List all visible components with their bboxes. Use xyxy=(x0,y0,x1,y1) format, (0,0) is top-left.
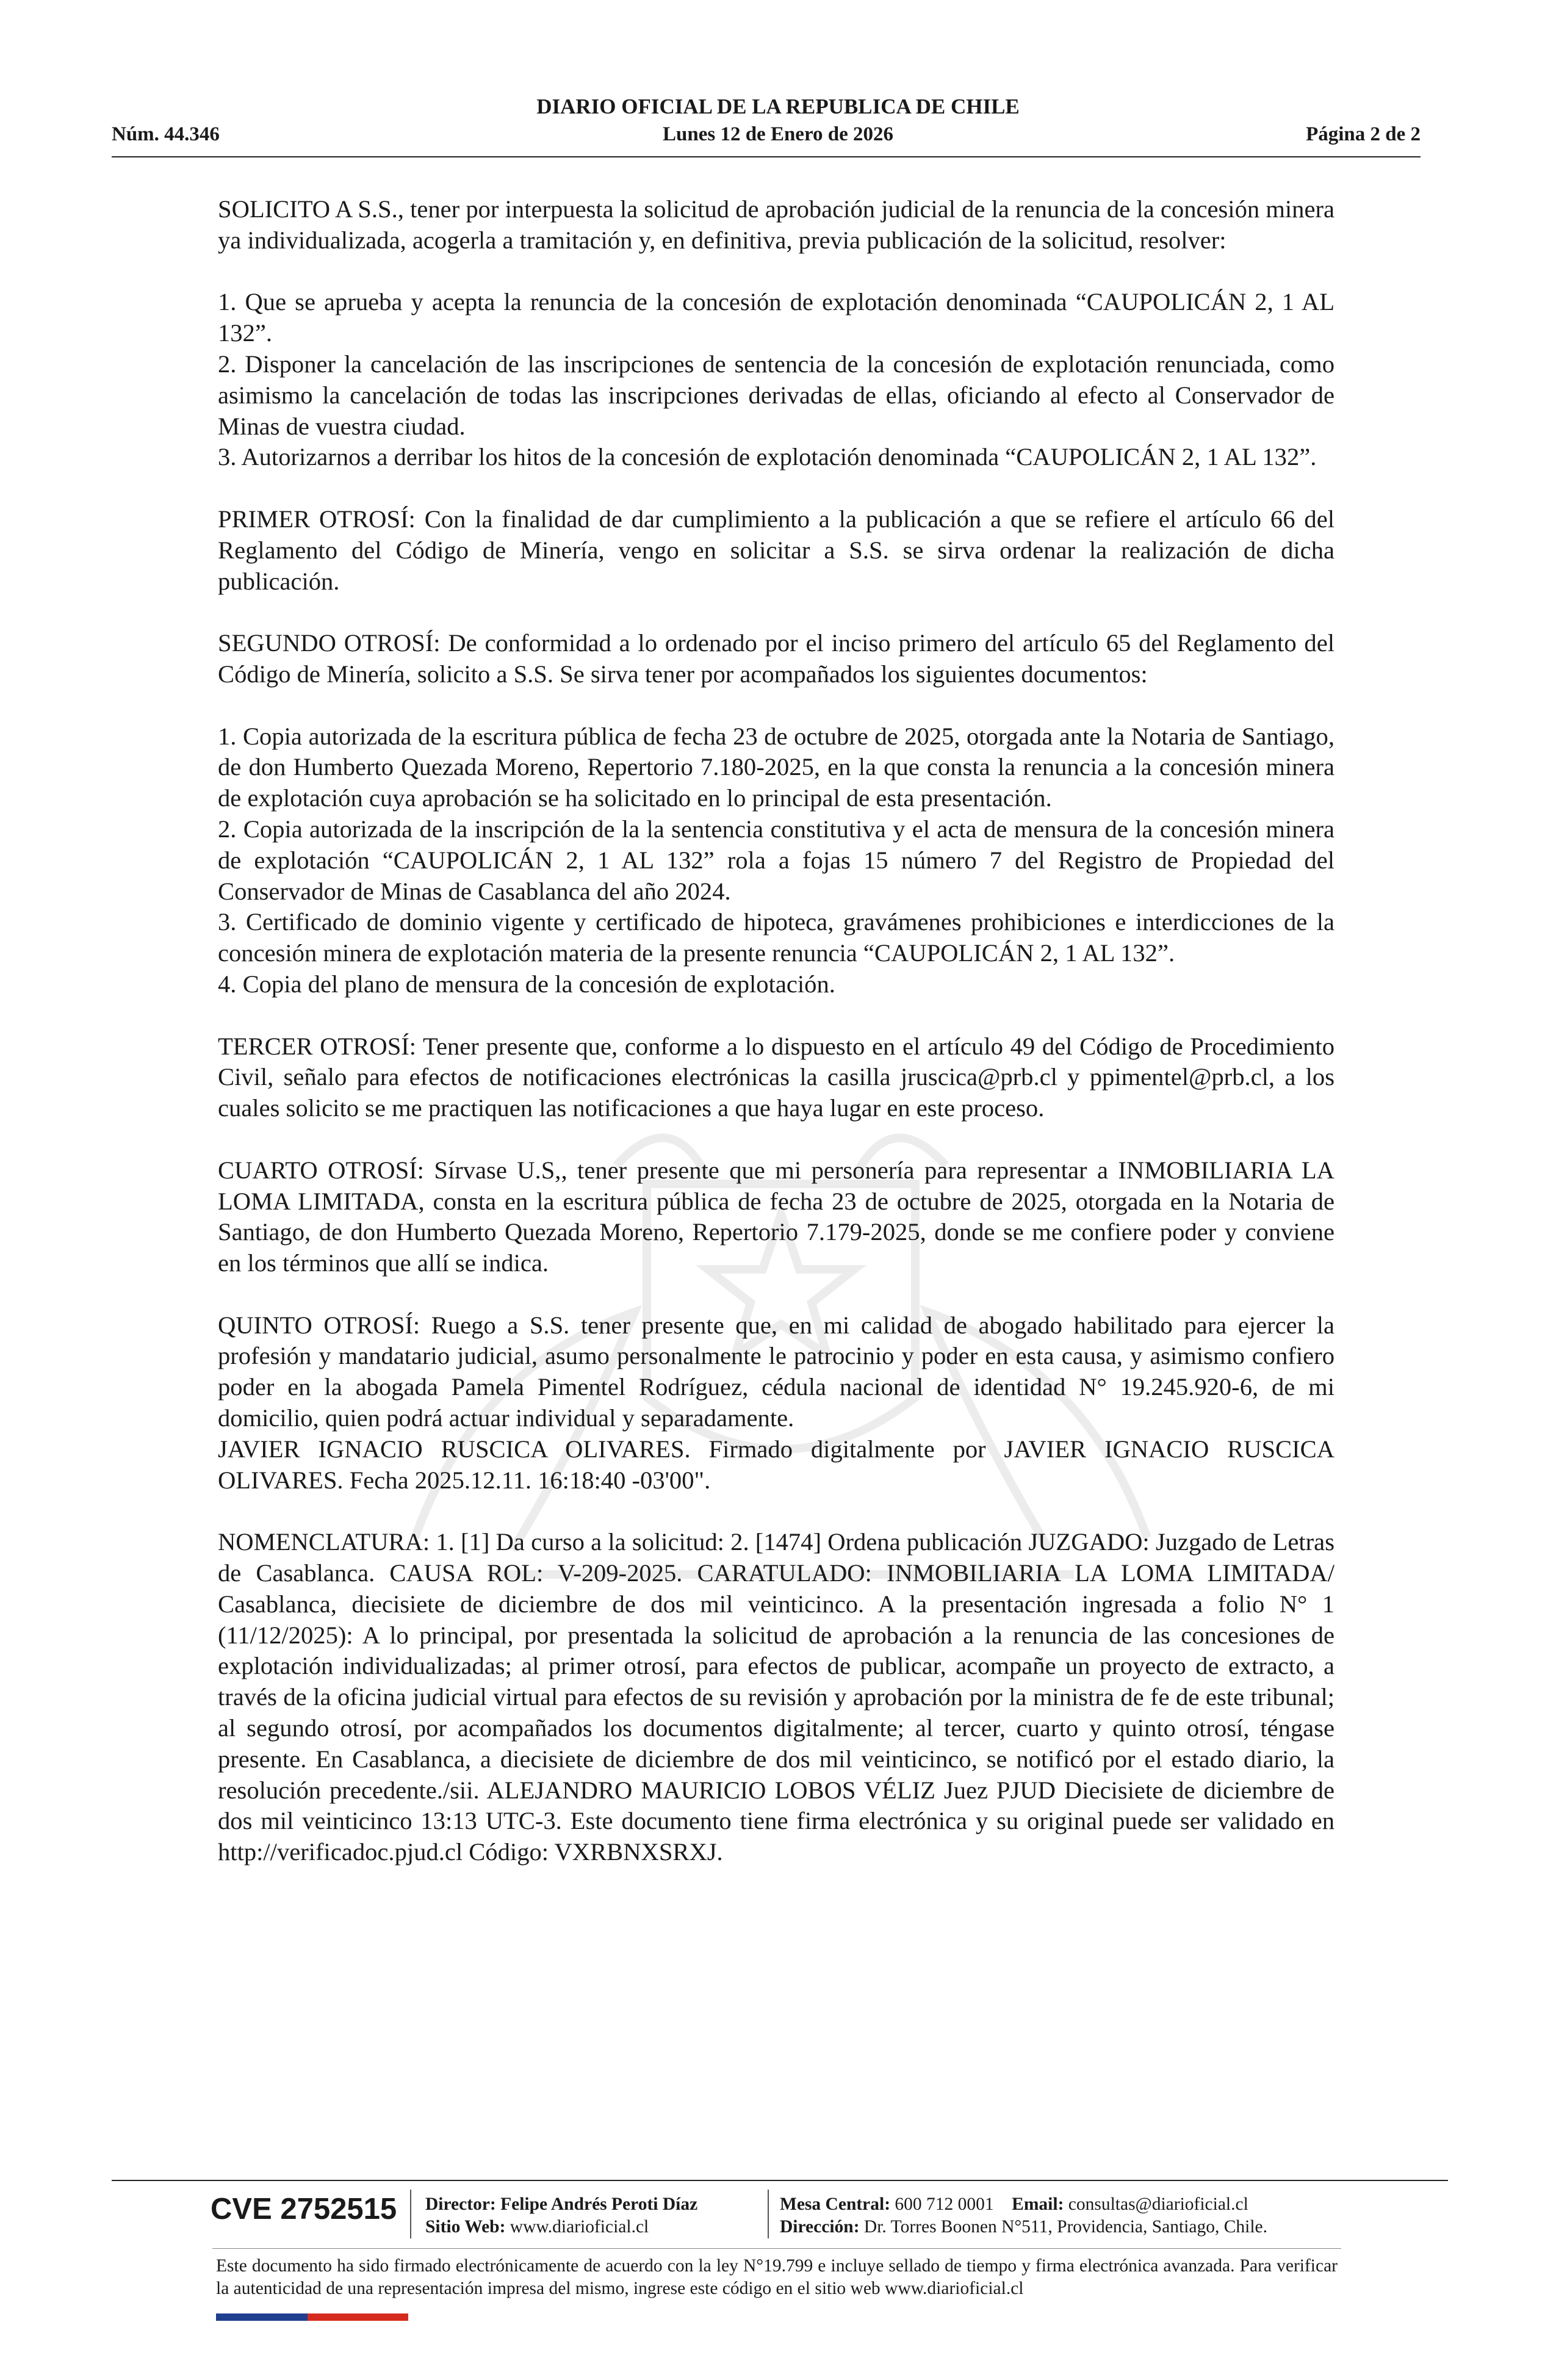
list-item: 3. Certificado de dominio vigente y certificado de hipoteca, gravámenes prohibiciones e interdicciones de la concesión minera de explotación materia de la presente renuncia “CAUPOLICÁN 2, 1 AL 132”. xyxy=(218,908,1334,967)
paragraph-solicito: SOLICITO A S.S., tener por interpuesta la solicitud de aprobación judicial de la renuncia de la concesión minera ya individualizada, acogerla a tramitación y, en definitiva, previa publicación de la solicitud, resolver: xyxy=(218,195,1334,254)
phone-label: Mesa Central: xyxy=(780,2194,891,2214)
flag-blue-segment xyxy=(216,2313,308,2321)
footer-contact-block xyxy=(780,2193,1267,2238)
list-item: 4. Copia del plano de mensura de la concesión de explotación. xyxy=(218,970,835,998)
page-indicator: Página 2 de 2 xyxy=(1306,123,1421,145)
footer-legal-note: Este documento ha sido firmado electrónicamente de acuerdo con la ley N°19.799 e incluye sellado de tiempo y firma electrónica avanzada. Para verificar la autenticidad de una representación impresa del mismo, ingrese este código en el sitio web www.diarioficial.cl xyxy=(216,2256,1338,2298)
issue-number: Núm. 44.346 xyxy=(112,123,220,145)
paragraph-segundo-otrosi: SEGUNDO OTROSÍ: De conformidad a lo ordenado por el inciso primero del artículo 65 del Reglamento del Código de Minería, solicito a S.S. Se sirva tener por acompañados los siguientes documentos: xyxy=(218,629,1334,688)
list-item: 2. Disponer la cancelación de las inscripciones de sentencia de la concesión de explotación renunciada, como asimismo la cancelación de todas las inscripciones derivadas de ellas, oficiando al efecto al Conservador de Minas de vuestra ciudad. xyxy=(218,350,1334,440)
footer-note-divider xyxy=(212,2248,1341,2249)
paragraph-nomenclatura: NOMENCLATURA: 1. [1] Da curso a la solicitud: 2. [1474] Ordena publicación JUZGADO: Juzgado de Letras de Casablanca. CAUSA ROL: V-209-2025. CARATULADO: INMOBILIARIA LA LOMA LIMITADA/ Casablanca, diecisiete de diciembre de dos mil veinticinco. A la presentación ingresada a folio N° 1 (11/12/2025): A lo principal, por presentada la solicitud de aprobación a la renuncia de las concesiones de explotación individualizadas; al primer otrosí, para efectos de publicar, acompañe un proyecto de extracto, a través de la oficina judicial virtual para efectos de su revisión y aprobación por la ministra de fe de este tribunal; al segundo otrosí, por acompañados los documentos digitalmente; al tercer, cuarto y quinto otrosí, téngase presente. En Casablanca, a diecisiete de diciembre de dos mil veinticinco, se notificó por el estado diario, la resolución precedente./sii. ALEJANDRO MAURICIO LOBOS VÉLIZ Juez PJUD Diecisiete de diciembre de dos mil veinticinco 13:13 UTC-3. Este documento tiene firma electrónica y su original puede ser validado en http://verificadoc.pjud.cl Código: VXRBNXSRXJ. xyxy=(218,1528,1334,1866)
list-item: 1. Copia autorizada de la escritura pública de fecha 23 de octubre de 2025, otorgada ante la Notaria de Santiago, de don Humberto Quezada Moreno, Repertorio 7.180-2025, en la que consta la renuncia a la concesión minera de explotación cuya aprobación se ha solicitado en lo principal de esta presentación. xyxy=(218,722,1334,812)
paragraph-primer-otrosi: PRIMER OTROSÍ: Con la finalidad de dar cumplimiento a la publicación a que se refiere el artículo 66 del Reglamento del Código de Minería, vengo en solicitar a S.S. se sirva ordenar la realización de dicha publicación. xyxy=(218,505,1334,595)
list-item: 1. Que se aprueba y acepta la renuncia de la concesión de explotación denominada “CAUPOLICÁN 2, 1 AL 132”. xyxy=(218,288,1334,347)
email-label: Email: xyxy=(1012,2194,1064,2214)
footer-divider xyxy=(112,2180,1448,2181)
flag-red-segment xyxy=(308,2313,408,2321)
paragraph-cuarto-otrosi: CUARTO OTROSÍ: Sírvase U.S,, tener presente que mi personería para representar a INMOBILIARIA LA LOMA LIMITADA, consta en la escritura pública de fecha 23 de octubre de 2025, otorgada en la Notaria de Santiago, de don Humberto Quezada Moreno, Repertorio 7.179-2025, donde se me confiere poder y conviene en los términos que allí se indica. xyxy=(218,1156,1334,1277)
flag-stripe xyxy=(216,2313,408,2321)
email-link[interactable]: consultas@diarioficial.cl xyxy=(1068,2194,1248,2214)
website-link[interactable]: www.diarioficial.cl xyxy=(510,2217,649,2237)
director-name: Felipe Andrés Peroti Díaz xyxy=(500,2194,698,2214)
paragraph-quinto-otrosi: QUINTO OTROSÍ: Ruego a S.S. tener presente que, en mi calidad de abogado habilitado para ejercer la profesión y mandatario judicial, asumo personalmente le patrocinio y poder en esta causa, y asimismo confiero poder en la abogada Pamela Pimentel Rodríguez, cédula nacional de identidad N° 19.245.920-6, de mi domicilio, quien podrá actuar individual y separadamente. xyxy=(218,1311,1334,1432)
list-item: 2. Copia autorizada de la inscripción de la la sentencia constitutiva y el acta de mensura de la concesión minera de explotación “CAUPOLICÁN 2, 1 AL 132” rola a fojas 15 número 7 del Registro de Propiedad del Conservador de Minas de Casablanca del año 2024. xyxy=(218,815,1334,905)
cve-code: CVE 2752515 xyxy=(211,2193,397,2226)
address-label: Dirección: xyxy=(780,2217,860,2237)
footer-director-block xyxy=(425,2193,697,2238)
document-body xyxy=(218,194,1334,1868)
list-item: 3. Autorizarnos a derribar los hitos de la concesión de explotación denominada “CAUPOLICÁN 2, 1 AL 132”. xyxy=(218,443,1317,471)
publication-title: DIARIO OFICIAL DE LA REPUBLICA DE CHILE xyxy=(536,95,1020,118)
footer-separator xyxy=(410,2190,411,2238)
paragraph-tercer-otrosi: TERCER OTROSÍ: Tener presente que, conforme a lo dispuesto en el artículo 49 del Código de Procedimiento Civil, señalo para efectos de notificaciones electrónicas la casilla jruscica@prb.cl y ppimentel@prb.cl, a los cuales solicito se me practiquen las notificaciones a que haya lugar en este proceso. xyxy=(218,1032,1334,1122)
website-label: Sitio Web: xyxy=(425,2217,506,2237)
footer-separator xyxy=(768,2190,769,2238)
signature-line: JAVIER IGNACIO RUSCICA OLIVARES. Firmado digitalmente por JAVIER IGNACIO RUSCICA OLIVARES. Fecha 2025.12.11. 16:18:40 -03'00". xyxy=(218,1435,1334,1494)
director-label: Director: xyxy=(425,2194,496,2214)
address-value: Dr. Torres Boonen N°511, Providencia, Santiago, Chile. xyxy=(863,2217,1268,2237)
header-divider xyxy=(112,156,1421,157)
issue-date: Lunes 12 de Enero de 2026 xyxy=(662,123,894,145)
phone-number: 600 712 0001 xyxy=(895,2194,994,2214)
